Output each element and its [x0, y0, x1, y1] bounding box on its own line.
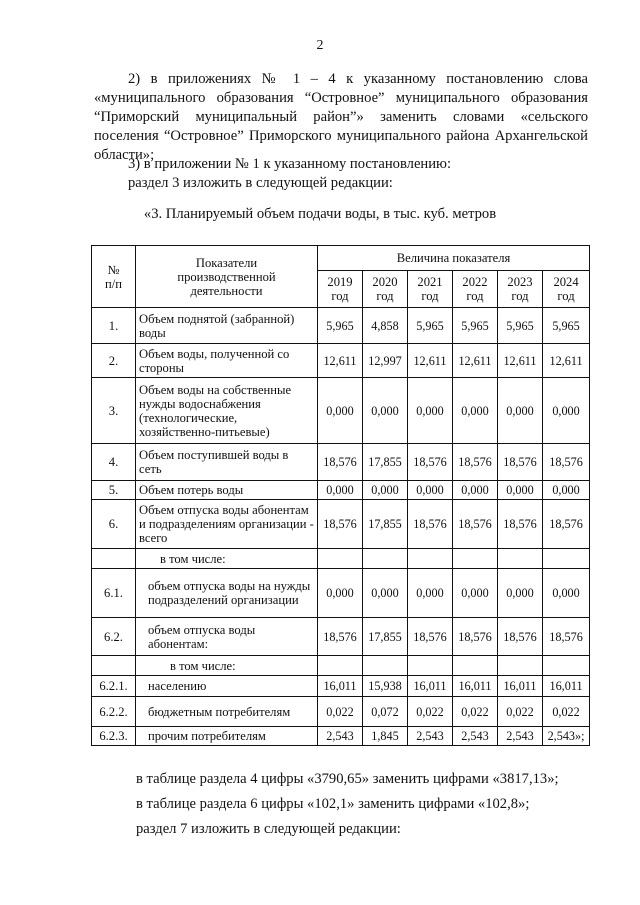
value-cell: 5,965	[453, 308, 498, 344]
row-number: 6.2.1.	[92, 676, 136, 697]
row-number	[92, 656, 136, 676]
value-cell: 18,576	[318, 500, 363, 549]
row-number: 5.	[92, 481, 136, 500]
table-row	[92, 569, 590, 618]
value-cell: 0,000	[318, 569, 363, 618]
value-cell: 2,543»;	[543, 727, 590, 746]
value-cell: 18,576	[543, 444, 590, 481]
value-cell	[498, 549, 543, 569]
value-cell: 18,576	[453, 618, 498, 656]
value-cell	[363, 549, 408, 569]
value-cell: 12,611	[498, 344, 543, 378]
value-cell: 0,022	[543, 697, 590, 727]
row-indicator: Объем поднятой (забранной) воды	[136, 308, 318, 344]
row-number: 6.1.	[92, 569, 136, 618]
table-row	[92, 618, 590, 656]
row-indicator: Объем поступившей воды в сеть	[136, 444, 318, 481]
row-indicator: объем отпуска воды на нужды подразделений организации	[136, 569, 318, 618]
value-cell: 12,611	[408, 344, 453, 378]
value-cell: 0,022	[453, 697, 498, 727]
row-indicator: населению	[136, 676, 318, 697]
value-cell: 0,000	[318, 481, 363, 500]
table-title: «3. Планируемый объем подачи воды, в тыс. куб. метров	[143, 206, 497, 222]
header-year: 2020 год	[363, 271, 408, 308]
header-year: 2023 год	[498, 271, 543, 308]
value-cell: 0,000	[453, 569, 498, 618]
table-row	[92, 308, 590, 344]
row-indicator: Объем отпуска воды абонентам и подразделениям организации - всего	[136, 500, 318, 549]
value-cell	[498, 656, 543, 676]
value-cell: 0,000	[498, 481, 543, 500]
paragraph-amendment-3: 3) в приложении № 1 к указанному постановлению:	[128, 156, 452, 172]
row-number: 6.2.2.	[92, 697, 136, 727]
table-row	[92, 697, 590, 727]
row-indicator: в том числе:	[136, 549, 318, 569]
value-cell: 0,000	[498, 569, 543, 618]
row-number: 3.	[92, 378, 136, 444]
header-year: 2024 год	[543, 271, 590, 308]
value-cell: 18,576	[498, 444, 543, 481]
value-cell: 2,543	[498, 727, 543, 746]
value-cell: 0,000	[543, 569, 590, 618]
header-number: № п/п	[92, 246, 136, 308]
table-row	[92, 549, 590, 569]
value-cell: 18,576	[318, 444, 363, 481]
value-cell: 18,576	[543, 618, 590, 656]
table-row	[92, 344, 590, 378]
value-cell: 0,072	[363, 697, 408, 727]
table-row	[92, 481, 590, 500]
value-cell: 0,000	[543, 378, 590, 444]
row-number: 1.	[92, 308, 136, 344]
row-indicator: в том числе:	[136, 656, 318, 676]
row-number: 2.	[92, 344, 136, 378]
value-cell: 18,576	[408, 618, 453, 656]
row-indicator: прочим потребителям	[136, 727, 318, 746]
water-supply-table	[91, 245, 590, 746]
value-cell: 18,576	[453, 444, 498, 481]
value-cell: 12,611	[543, 344, 590, 378]
table-row	[92, 727, 590, 746]
value-cell: 16,011	[318, 676, 363, 697]
row-indicator: Объем воды, полученной со стороны	[136, 344, 318, 378]
value-cell: 18,576	[453, 500, 498, 549]
value-cell	[408, 549, 453, 569]
table-row	[92, 676, 590, 697]
paragraph-section-3-intro: раздел 3 изложить в следующей редакции:	[128, 175, 393, 191]
row-number: 6.2.3.	[92, 727, 136, 746]
value-cell: 1,845	[363, 727, 408, 746]
value-cell: 18,576	[543, 500, 590, 549]
value-cell: 0,000	[363, 378, 408, 444]
table-row	[92, 378, 590, 444]
value-cell: 2,543	[453, 727, 498, 746]
header-year: 2021 год	[408, 271, 453, 308]
value-cell: 0,000	[543, 481, 590, 500]
table-row	[92, 656, 590, 676]
value-cell: 17,855	[363, 444, 408, 481]
value-cell: 17,855	[363, 618, 408, 656]
value-cell: 2,543	[408, 727, 453, 746]
value-cell: 16,011	[498, 676, 543, 697]
value-cell	[453, 549, 498, 569]
header-indicator: Показатели производственной деятельности	[136, 246, 318, 308]
row-number: 4.	[92, 444, 136, 481]
value-cell: 12,997	[363, 344, 408, 378]
value-cell: 0,000	[363, 569, 408, 618]
value-cell: 15,938	[363, 676, 408, 697]
header-year: 2019 год	[318, 271, 363, 308]
row-indicator: объем отпуска воды абонентам:	[136, 618, 318, 656]
row-indicator: бюджетным потребителям	[136, 697, 318, 727]
page-number: 2	[316, 38, 324, 53]
row-indicator: Объем воды на собственные нужды водоснабжения (технологические, хозяйственно-питьевые)	[136, 378, 318, 444]
value-cell: 5,965	[543, 308, 590, 344]
value-cell: 5,965	[318, 308, 363, 344]
value-cell	[453, 656, 498, 676]
value-cell	[408, 656, 453, 676]
amendment-section-7: раздел 7 изложить в следующей редакции:	[136, 821, 401, 837]
value-cell: 0,022	[318, 697, 363, 727]
value-cell: 0,022	[498, 697, 543, 727]
value-cell: 0,000	[408, 481, 453, 500]
value-cell: 0,000	[453, 378, 498, 444]
value-cell: 5,965	[498, 308, 543, 344]
value-cell: 0,022	[408, 697, 453, 727]
paragraph-amendment-2: 2) в приложениях № 1 – 4 к указанному постановлению слова «муниципального образования “Островное” муниципального образования “Приморский муниципальный район”» заменить словами «сельского поселения “Островное” Приморского муниципального района Архангельской области»;	[94, 71, 588, 163]
value-cell: 18,576	[408, 444, 453, 481]
value-cell	[318, 549, 363, 569]
value-cell	[543, 656, 590, 676]
value-cell: 18,576	[318, 618, 363, 656]
value-cell: 0,000	[408, 569, 453, 618]
value-cell: 17,855	[363, 500, 408, 549]
value-cell: 2,543	[318, 727, 363, 746]
value-cell	[318, 656, 363, 676]
value-cell	[543, 549, 590, 569]
value-cell: 12,611	[318, 344, 363, 378]
table-row	[92, 500, 590, 549]
value-cell: 4,858	[363, 308, 408, 344]
row-indicator: Объем потерь воды	[136, 481, 318, 500]
value-cell: 12,611	[453, 344, 498, 378]
value-cell: 18,576	[408, 500, 453, 549]
value-cell: 0,000	[498, 378, 543, 444]
value-cell: 0,000	[363, 481, 408, 500]
value-cell: 18,576	[498, 618, 543, 656]
value-cell: 18,576	[498, 500, 543, 549]
value-cell: 0,000	[408, 378, 453, 444]
value-cell: 16,011	[408, 676, 453, 697]
row-number: 6.2.	[92, 618, 136, 656]
value-cell: 0,000	[453, 481, 498, 500]
amendment-section-4: в таблице раздела 4 цифры «3790,65» заменить цифрами «3817,13»;	[136, 771, 559, 787]
header-value: Величина показателя	[318, 246, 590, 271]
value-cell: 16,011	[543, 676, 590, 697]
value-cell: 5,965	[408, 308, 453, 344]
row-number: 6.	[92, 500, 136, 549]
row-number	[92, 549, 136, 569]
value-cell: 0,000	[318, 378, 363, 444]
value-cell: 16,011	[453, 676, 498, 697]
header-year: 2022 год	[453, 271, 498, 308]
value-cell	[363, 656, 408, 676]
table-row	[92, 444, 590, 481]
amendment-section-6: в таблице раздела 6 цифры «102,1» заменить цифрами «102,8»;	[136, 796, 530, 812]
